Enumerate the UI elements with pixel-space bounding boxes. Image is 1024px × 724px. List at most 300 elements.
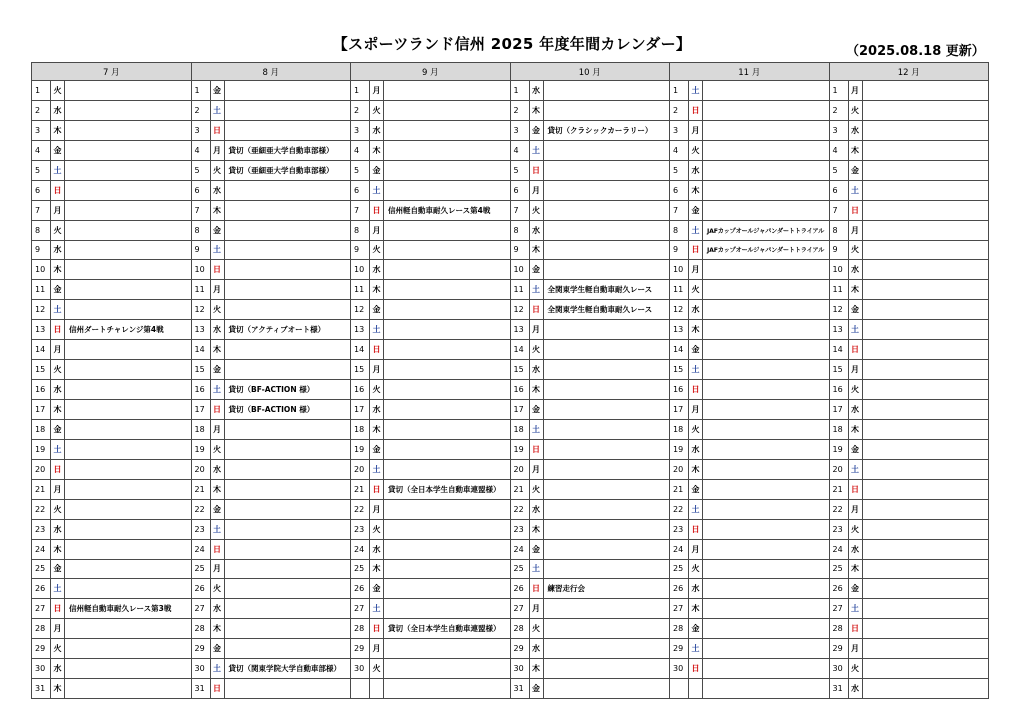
event-note xyxy=(543,419,670,439)
day-number: 23 xyxy=(32,519,51,539)
event-note xyxy=(862,220,989,240)
event-note xyxy=(703,160,830,180)
day-number: 9 xyxy=(32,240,51,260)
event-note xyxy=(384,100,511,120)
event-note xyxy=(65,459,192,479)
weekday xyxy=(370,679,384,699)
event-note: 全関東学生軽自動車耐久レース xyxy=(543,280,670,300)
day-number: 24 xyxy=(32,539,51,559)
weekday: 木 xyxy=(529,659,543,679)
event-note xyxy=(862,360,989,380)
weekday: 火 xyxy=(529,200,543,220)
event-note xyxy=(224,280,351,300)
month-header: 12 月 xyxy=(829,63,989,81)
day-number: 22 xyxy=(829,499,848,519)
day-number: 8 xyxy=(670,220,689,240)
weekday: 水 xyxy=(848,539,862,559)
day-number: 17 xyxy=(191,400,210,420)
day-number: 7 xyxy=(191,200,210,220)
weekday: 月 xyxy=(51,479,65,499)
day-number: 5 xyxy=(351,160,370,180)
weekday: 金 xyxy=(210,220,224,240)
weekday: 木 xyxy=(51,120,65,140)
event-note xyxy=(65,559,192,579)
event-note xyxy=(224,419,351,439)
weekday: 火 xyxy=(210,579,224,599)
event-note xyxy=(543,479,670,499)
day-number: 3 xyxy=(670,120,689,140)
event-note xyxy=(65,400,192,420)
weekday xyxy=(689,679,703,699)
day-number: 19 xyxy=(32,439,51,459)
weekday: 金 xyxy=(210,360,224,380)
event-note xyxy=(224,81,351,101)
day-row xyxy=(32,459,989,479)
event-note: 貸切（亜細亜大学自動車部様） xyxy=(224,140,351,160)
event-note xyxy=(703,180,830,200)
event-note xyxy=(862,180,989,200)
day-row xyxy=(32,659,989,679)
event-note xyxy=(862,559,989,579)
event-note xyxy=(862,479,989,499)
weekday: 木 xyxy=(529,519,543,539)
event-note xyxy=(384,220,511,240)
event-note xyxy=(65,100,192,120)
event-note xyxy=(703,360,830,380)
day-number: 22 xyxy=(191,499,210,519)
weekday: 日 xyxy=(689,659,703,679)
day-number: 6 xyxy=(829,180,848,200)
event-note xyxy=(862,300,989,320)
weekday: 月 xyxy=(848,220,862,240)
weekday: 水 xyxy=(51,240,65,260)
event-note xyxy=(703,619,830,639)
event-note: 全関東学生軽自動車耐久レース xyxy=(543,300,670,320)
day-number: 20 xyxy=(351,459,370,479)
weekday: 木 xyxy=(848,419,862,439)
day-number: 10 xyxy=(670,260,689,280)
month-header: 9 月 xyxy=(351,63,511,81)
weekday: 金 xyxy=(370,579,384,599)
day-row xyxy=(32,479,989,499)
event-note xyxy=(703,200,830,220)
weekday: 水 xyxy=(529,81,543,101)
day-number: 14 xyxy=(32,340,51,360)
day-number: 16 xyxy=(191,380,210,400)
day-number: 28 xyxy=(670,619,689,639)
weekday: 金 xyxy=(689,200,703,220)
day-number: 1 xyxy=(351,81,370,101)
event-note xyxy=(862,439,989,459)
day-number: 9 xyxy=(191,240,210,260)
event-note xyxy=(862,579,989,599)
weekday: 火 xyxy=(370,659,384,679)
day-number: 27 xyxy=(191,599,210,619)
day-number: 30 xyxy=(510,659,529,679)
day-number: 26 xyxy=(351,579,370,599)
event-note xyxy=(384,579,511,599)
event-note xyxy=(65,639,192,659)
day-number: 15 xyxy=(829,360,848,380)
day-row xyxy=(32,499,989,519)
day-number: 8 xyxy=(32,220,51,240)
weekday: 日 xyxy=(210,120,224,140)
month-header: 8 月 xyxy=(191,63,351,81)
event-note xyxy=(703,380,830,400)
event-note xyxy=(65,280,192,300)
weekday: 火 xyxy=(689,559,703,579)
event-note xyxy=(65,120,192,140)
event-note xyxy=(703,320,830,340)
day-number: 4 xyxy=(351,140,370,160)
day-number: 5 xyxy=(670,160,689,180)
weekday: 水 xyxy=(51,519,65,539)
day-number: 31 xyxy=(191,679,210,699)
day-number: 17 xyxy=(510,400,529,420)
day-number: 13 xyxy=(351,320,370,340)
event-note xyxy=(703,120,830,140)
weekday: 水 xyxy=(529,360,543,380)
event-note xyxy=(703,579,830,599)
event-note xyxy=(862,599,989,619)
day-row xyxy=(32,559,989,579)
day-number: 2 xyxy=(191,100,210,120)
event-note xyxy=(703,679,830,699)
event-note xyxy=(65,479,192,499)
day-number: 16 xyxy=(510,380,529,400)
day-row xyxy=(32,639,989,659)
event-note xyxy=(543,140,670,160)
day-row xyxy=(32,599,989,619)
event-note xyxy=(224,499,351,519)
weekday: 木 xyxy=(529,100,543,120)
weekday: 火 xyxy=(848,240,862,260)
day-number: 29 xyxy=(829,639,848,659)
weekday: 木 xyxy=(689,459,703,479)
event-note xyxy=(543,559,670,579)
day-number: 20 xyxy=(829,459,848,479)
event-note xyxy=(224,100,351,120)
event-note xyxy=(224,519,351,539)
weekday: 日 xyxy=(848,619,862,639)
day-number: 11 xyxy=(351,280,370,300)
weekday: 水 xyxy=(51,100,65,120)
day-number: 24 xyxy=(829,539,848,559)
day-number: 28 xyxy=(829,619,848,639)
weekday: 金 xyxy=(689,340,703,360)
weekday: 水 xyxy=(848,679,862,699)
event-note: 貸切（全日本学生自動車連盟様） xyxy=(384,619,511,639)
day-number: 22 xyxy=(510,499,529,519)
weekday: 木 xyxy=(51,539,65,559)
weekday: 火 xyxy=(848,380,862,400)
event-note xyxy=(65,619,192,639)
day-number: 3 xyxy=(191,120,210,140)
event-note xyxy=(65,300,192,320)
day-number: 26 xyxy=(829,579,848,599)
day-number: 11 xyxy=(191,280,210,300)
weekday: 木 xyxy=(51,679,65,699)
weekday: 土 xyxy=(51,439,65,459)
weekday: 土 xyxy=(51,300,65,320)
event-note xyxy=(543,81,670,101)
month-header: 7 月 xyxy=(32,63,192,81)
weekday: 木 xyxy=(370,140,384,160)
event-note xyxy=(384,340,511,360)
day-number: 25 xyxy=(351,559,370,579)
day-number: 13 xyxy=(510,320,529,340)
weekday: 木 xyxy=(370,559,384,579)
event-note xyxy=(543,160,670,180)
day-number: 23 xyxy=(670,519,689,539)
day-number: 8 xyxy=(191,220,210,240)
weekday: 金 xyxy=(689,479,703,499)
weekday: 木 xyxy=(210,619,224,639)
weekday: 月 xyxy=(848,360,862,380)
day-number: 4 xyxy=(510,140,529,160)
event-note xyxy=(224,679,351,699)
event-note xyxy=(384,180,511,200)
event-note xyxy=(65,519,192,539)
day-number: 20 xyxy=(510,459,529,479)
weekday: 土 xyxy=(848,180,862,200)
day-number: 14 xyxy=(191,340,210,360)
weekday: 木 xyxy=(51,260,65,280)
event-note xyxy=(384,400,511,420)
event-note xyxy=(703,479,830,499)
weekday: 金 xyxy=(848,160,862,180)
weekday: 金 xyxy=(370,300,384,320)
event-note: 貸切（BF-ACTION 様） xyxy=(224,400,351,420)
weekday: 月 xyxy=(210,140,224,160)
weekday: 木 xyxy=(370,419,384,439)
weekday: 金 xyxy=(529,260,543,280)
event-note xyxy=(65,360,192,380)
day-number: 7 xyxy=(32,200,51,220)
event-note xyxy=(862,459,989,479)
day-number: 28 xyxy=(351,619,370,639)
weekday: 土 xyxy=(370,459,384,479)
weekday: 火 xyxy=(210,300,224,320)
event-note xyxy=(543,360,670,380)
day-number: 17 xyxy=(670,400,689,420)
day-number: 15 xyxy=(510,360,529,380)
event-note xyxy=(224,260,351,280)
weekday: 土 xyxy=(689,639,703,659)
weekday: 土 xyxy=(689,81,703,101)
event-note xyxy=(543,260,670,280)
day-row xyxy=(32,220,989,240)
event-note xyxy=(65,579,192,599)
event-note xyxy=(862,499,989,519)
day-row xyxy=(32,120,989,140)
day-number: 18 xyxy=(670,419,689,439)
event-note xyxy=(65,81,192,101)
event-note xyxy=(703,559,830,579)
day-row xyxy=(32,81,989,101)
month-header-row xyxy=(32,63,989,81)
event-note xyxy=(65,419,192,439)
weekday: 月 xyxy=(529,180,543,200)
weekday: 火 xyxy=(210,160,224,180)
weekday: 土 xyxy=(848,599,862,619)
weekday: 土 xyxy=(848,320,862,340)
day-number: 13 xyxy=(670,320,689,340)
weekday: 木 xyxy=(848,559,862,579)
day-number: 30 xyxy=(351,659,370,679)
weekday: 月 xyxy=(370,639,384,659)
weekday: 日 xyxy=(370,340,384,360)
day-number: 12 xyxy=(829,300,848,320)
day-number: 13 xyxy=(32,320,51,340)
day-number: 9 xyxy=(670,240,689,260)
weekday: 月 xyxy=(529,599,543,619)
day-number: 31 xyxy=(32,679,51,699)
event-note xyxy=(862,539,989,559)
weekday: 水 xyxy=(370,120,384,140)
day-number: 8 xyxy=(829,220,848,240)
day-number: 6 xyxy=(32,180,51,200)
event-note xyxy=(384,260,511,280)
weekday: 火 xyxy=(210,439,224,459)
day-number: 4 xyxy=(829,140,848,160)
day-number: 31 xyxy=(510,679,529,699)
weekday: 日 xyxy=(370,619,384,639)
day-number: 7 xyxy=(510,200,529,220)
day-number: 22 xyxy=(32,499,51,519)
day-number: 29 xyxy=(351,639,370,659)
weekday: 月 xyxy=(689,260,703,280)
day-number: 16 xyxy=(829,380,848,400)
event-note xyxy=(543,380,670,400)
weekday: 日 xyxy=(529,579,543,599)
event-note xyxy=(543,439,670,459)
weekday: 月 xyxy=(210,559,224,579)
weekday: 金 xyxy=(848,300,862,320)
weekday: 金 xyxy=(210,639,224,659)
event-note xyxy=(543,459,670,479)
event-note: JAFカップオールジャパンダートトライアル xyxy=(703,220,830,240)
day-number: 22 xyxy=(670,499,689,519)
day-number: 6 xyxy=(670,180,689,200)
weekday: 月 xyxy=(370,81,384,101)
day-number: 1 xyxy=(510,81,529,101)
day-number: 3 xyxy=(351,120,370,140)
weekday: 月 xyxy=(529,320,543,340)
event-note xyxy=(224,579,351,599)
event-note xyxy=(384,659,511,679)
day-number: 27 xyxy=(32,599,51,619)
weekday: 土 xyxy=(529,280,543,300)
day-number: 9 xyxy=(351,240,370,260)
day-number: 26 xyxy=(191,579,210,599)
weekday: 金 xyxy=(529,120,543,140)
event-note xyxy=(384,280,511,300)
event-note xyxy=(862,100,989,120)
day-number: 27 xyxy=(670,599,689,619)
weekday: 水 xyxy=(370,260,384,280)
weekday: 月 xyxy=(529,459,543,479)
day-number: 19 xyxy=(351,439,370,459)
event-note: 貸切（全日本学生自動車連盟様） xyxy=(384,479,511,499)
event-note xyxy=(384,81,511,101)
event-note xyxy=(224,619,351,639)
day-number: 17 xyxy=(32,400,51,420)
day-number: 21 xyxy=(670,479,689,499)
day-row xyxy=(32,320,989,340)
weekday: 木 xyxy=(529,380,543,400)
event-note xyxy=(65,679,192,699)
event-note xyxy=(862,200,989,220)
day-number: 23 xyxy=(191,519,210,539)
event-note xyxy=(384,419,511,439)
day-number: 19 xyxy=(670,439,689,459)
weekday: 日 xyxy=(370,479,384,499)
weekday: 月 xyxy=(689,120,703,140)
event-note xyxy=(703,300,830,320)
day-number: 8 xyxy=(351,220,370,240)
weekday: 日 xyxy=(370,200,384,220)
event-note xyxy=(543,659,670,679)
day-number: 31 xyxy=(829,679,848,699)
weekday: 水 xyxy=(689,439,703,459)
day-number: 25 xyxy=(32,559,51,579)
weekday: 土 xyxy=(848,459,862,479)
event-note xyxy=(543,100,670,120)
weekday: 月 xyxy=(370,360,384,380)
event-note xyxy=(65,439,192,459)
event-note xyxy=(703,519,830,539)
weekday: 水 xyxy=(848,260,862,280)
event-note xyxy=(543,499,670,519)
event-note: 貸切（BF-ACTION 様） xyxy=(224,380,351,400)
weekday: 火 xyxy=(689,280,703,300)
event-note xyxy=(543,639,670,659)
event-note xyxy=(862,160,989,180)
day-number: 10 xyxy=(829,260,848,280)
day-number: 28 xyxy=(32,619,51,639)
weekday: 木 xyxy=(370,280,384,300)
day-number: 20 xyxy=(670,459,689,479)
event-note xyxy=(543,539,670,559)
day-number: 13 xyxy=(191,320,210,340)
day-row xyxy=(32,100,989,120)
day-number: 3 xyxy=(829,120,848,140)
event-note xyxy=(65,140,192,160)
weekday: 木 xyxy=(848,280,862,300)
day-number: 4 xyxy=(670,140,689,160)
weekday: 水 xyxy=(210,180,224,200)
event-note xyxy=(862,320,989,340)
weekday: 月 xyxy=(370,499,384,519)
event-note xyxy=(224,439,351,459)
weekday: 火 xyxy=(51,499,65,519)
weekday: 土 xyxy=(370,599,384,619)
weekday: 日 xyxy=(529,300,543,320)
day-number: 27 xyxy=(351,599,370,619)
weekday: 木 xyxy=(210,479,224,499)
day-number: 14 xyxy=(829,340,848,360)
event-note xyxy=(543,519,670,539)
event-note xyxy=(384,499,511,519)
day-number: 15 xyxy=(32,360,51,380)
weekday: 日 xyxy=(529,160,543,180)
weekday: 水 xyxy=(210,459,224,479)
day-number: 18 xyxy=(510,419,529,439)
event-note xyxy=(384,320,511,340)
event-note xyxy=(224,539,351,559)
day-number xyxy=(670,679,689,699)
